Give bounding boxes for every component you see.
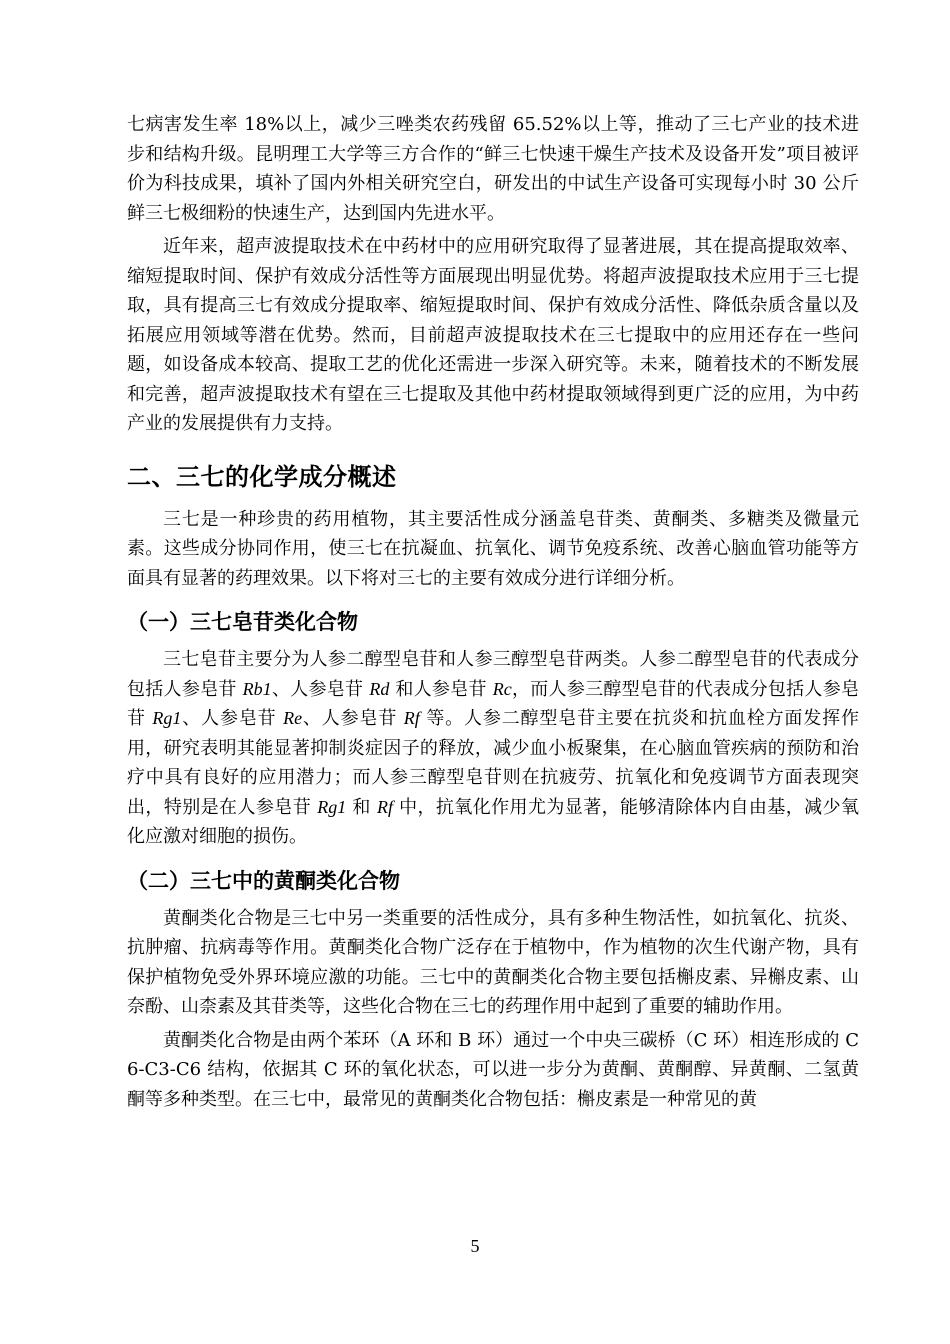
paragraph-flavonoids-activity: 黄酮类化合物是三七中另一类重要的活性成分，具有多种生物活性，如抗氧化、抗炎、抗肿瘤、抗病毒等作用。黄酮类化合物广泛存在于植物中，作为植物的次生代谢产物，具有保护植物免受外界环境应激的功能。三七中的黄酮类化合物主要包括槲皮素、异槲皮素、山奈酚、山柰素及其苷类等，这些化合物在三七的药理作用中起到了重要的辅助作用。 bbox=[127, 907, 859, 1017]
text-run: ，而人参三醇型皂苷的代表成分包括人参皂苷 bbox=[127, 678, 859, 729]
document-body bbox=[127, 110, 859, 1114]
compound-name: Rg1 bbox=[317, 796, 347, 817]
paragraph-saponins bbox=[127, 645, 859, 852]
subsection-heading-saponins: （一）三七皂苷类化合物 bbox=[127, 610, 358, 634]
text-run: 和人参皂苷 bbox=[389, 678, 493, 700]
paragraph-ultrasonic-extraction: 近年来，超声波提取技术在中药材中的应用研究取得了显著进展，其在提高提取效率、缩短提取时间、保护有效成分活性等方面展现出明显优势。将超声波提取技术应用于三七提取，具有提高三七有效成分提取率、缩短提取时间、保护有效成分活性、降低杂质含量以及拓展应用领域等潜在优势。然而，目前超声波提取技术在三七提取中的应用还存在一些问题，如设备成本较高、提取工艺的优化还需进一步深入研究等。未来，随着技术的不断发展和完善，超声波提取技术有望在三七提取及其他中药材提取领域得到更广泛的应用，为中药产业的发展提供有力支持。 bbox=[127, 236, 859, 434]
text-run: 中，抗氧化作用尤为显著，能够清除体内自由基，减少氧化应激对细胞的损伤。 bbox=[127, 796, 859, 847]
compound-name: Re bbox=[283, 708, 303, 728]
text-run: 等。人参二醇型皂苷主要在抗炎和抗血栓方面发挥作用，研究表明其能显著抑制炎症因子的释放，减少血小板聚集，在心脑血管疾病的预防和治疗中具有良好的应用潜力；而人参三醇型皂苷则在抗疲劳、抗氧化和免疫调节方面表现突出，特别是在人参皂苷 bbox=[127, 708, 859, 818]
section-heading-chemical-components: 二、三七的化学成分概述 bbox=[127, 462, 397, 491]
compound-name: Rf bbox=[376, 796, 393, 817]
paragraph-flavonoids-structure: 黄酮类化合物是由两个苯环（A 环和 B 环）通过一个中央三碳桥（C 环）相连形成的 C6-C3-C6 结构，依据其 C 环的氧化状态，可以进一步分为黄酮、黄酮醇、异黄酮、二氢黄酮等多种类型。在三七中，最常见的黄酮类化合物包括：槲皮素是一种常见的黄 bbox=[127, 1029, 859, 1110]
compound-name: Rc bbox=[492, 678, 512, 699]
text-run: 、人参皂苷 bbox=[302, 708, 404, 729]
compound-name: Rb1 bbox=[242, 678, 272, 699]
subsection-heading-flavonoids: （二）三七中的黄酮类化合物 bbox=[127, 868, 400, 893]
paragraph-components-overview: 三七是一种珍贵的药用植物，其主要活性成分涵盖皂苷类、黄酮类、多糖类及微量元素。这些成分协同作用，使三七在抗凝血、抗氧化、调节免疫系统、改善心脑血管功能等方面具有显著的药理效果。以下将对三七的主要有效成分进行详细分析。 bbox=[127, 508, 859, 589]
paragraph-industry-progress: 七病害发生率 18%以上，减少三唑类农药残留 65.52%以上等，推动了三七产业的技术进步和结构升级。昆明理工大学等三方合作的“鲜三七快速干燥生产技术及设备开发”项目被评价为科技成果，填补了国内外相关研究空白，研发出的中试生产设备可实现每小时 30 公斤鲜三七极细粉的快速生产，达到国内先进水平。 bbox=[127, 114, 859, 224]
compound-name: Rf bbox=[403, 708, 420, 728]
compound-name: Rg1 bbox=[152, 708, 182, 728]
page-number: 5 bbox=[470, 1236, 480, 1256]
text-run: 和 bbox=[346, 796, 377, 818]
text-run: 三七皂苷主要分为人参二醇型皂苷和人参三醇型皂苷两类。人参二醇型皂苷的代表成分包括人参皂苷 bbox=[127, 649, 859, 700]
text-run: 、人参皂苷 bbox=[271, 678, 370, 700]
compound-name: Rd bbox=[369, 678, 390, 699]
text-run: 、人参皂苷 bbox=[181, 708, 284, 729]
